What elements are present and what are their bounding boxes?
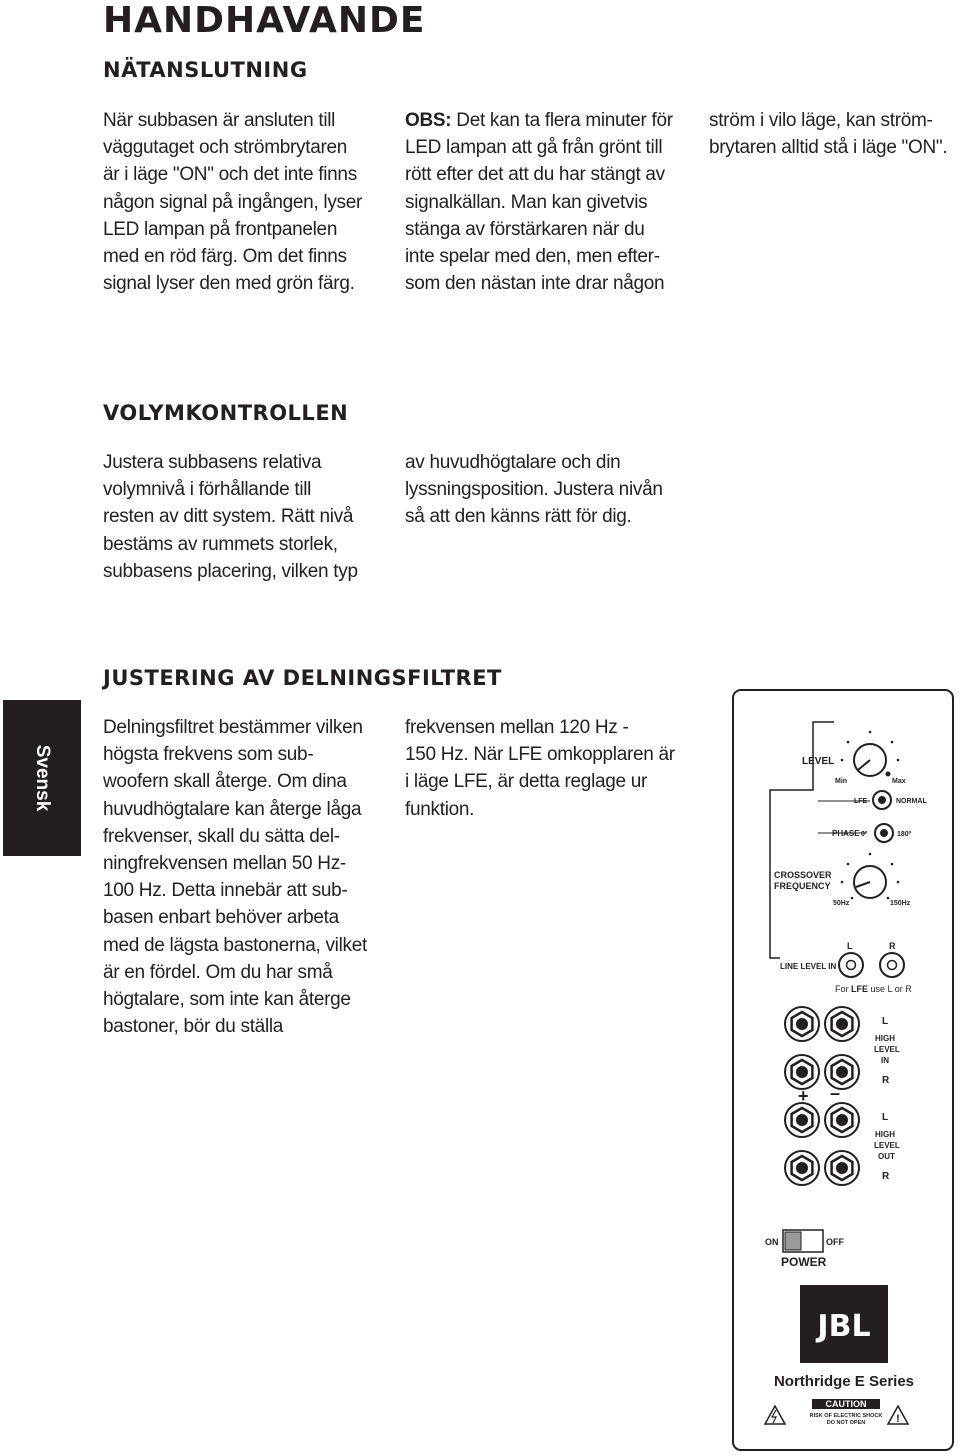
level-dot [869,731,872,734]
obs-text: Det kan ta flera minuter för LED lampan att gå från grönt till rött efter det att du har stängt av signalkällan. Man kan givetvis stänga av förstärkaren när du inte spelar med den, men efter- som den nästan inte drar någon [405,110,673,295]
line-in-r-label: R [889,941,896,951]
delningsfiltret-column-1: Delningsfiltret bestämmer vilken högsta frekvens som sub- woofern skall återge. Om dina huvudhögtalare kan återge låga frekvenser, skall du sätta del- ningfrekvensen mellan 50 Hz- 100 Hz. Detta innebär att sub- basen enbart behöver arbeta med de lägsta bastonerna, vilket är en fördel. Om du har små högtalare, som inte kan återge bastoner, bör du ställa [103,717,367,1038]
high-in-in-label: IN [881,1056,889,1065]
delningsfiltret-column-2: frekvensen mellan 120 Hz - 150 Hz. När LFE omkopplaren är i läge LFE, är detta reglage ur funktion. [405,717,675,820]
heading-delningsfiltret: JUSTERING AV DELNINGSFILTRET [103,666,502,690]
natanslutning-column-1: När subbasen är ansluten till väggutaget och strömbrytaren är i läge "ON" och det inte finns någon signal på ingången, lyser LED lampan på frontpanelen med en röd färg. Om det finns signal lyser den med grön färg. [103,110,363,295]
crossover-150hz-label: 150Hz [890,900,911,907]
power-off-label: OFF [826,1237,844,1247]
line-in-r-jack-center [888,961,897,970]
high-in-r-label: R [882,1075,890,1086]
level-max-dot [886,772,891,777]
level-dot [841,759,844,762]
binding-post-hole [796,1114,808,1126]
jbl-logo-text: JBL [817,1309,871,1344]
crossover-label-1: CROSSOVER [774,870,832,880]
natanslutning-column-3: ström i vilo läge, kan ström- brytaren alltid stå i läge "ON". [709,110,948,159]
crossover-dot [851,897,854,900]
binding-post-hole [836,1066,848,1078]
power-on-label: ON [765,1237,779,1247]
binding-post-hole [796,1018,808,1030]
high-out-out-label: OUT [878,1152,895,1161]
phase-0-label: 0º [861,831,868,838]
line-level-in-label: LINE LEVEL IN [780,962,837,971]
crossover-dot [891,863,894,866]
lfe-switch-knob [878,796,886,804]
rear-panel-diagram [730,688,956,1454]
level-dot [897,759,900,762]
crossover-dot [887,897,890,900]
heading-natanslutning: NÄTANSLUTNING [103,58,308,82]
language-tab [3,700,81,856]
volymkontrollen-column-2: av huvudhögtalare och din lyssningsposition. Justera nivån så att den känns rätt för dig. [405,452,663,528]
phase-switch-knob [880,829,888,837]
power-label: POWER [781,1255,827,1269]
caution-label: CAUTION [825,1399,867,1409]
normal-label: NORMAL [896,798,927,805]
level-dot [847,741,850,744]
high-out-level-label: LEVEL [874,1141,900,1150]
high-in-level-label: LEVEL [874,1045,900,1054]
series-label: Northridge E Series [773,1373,915,1390]
level-max-label: Max [892,778,906,785]
high-out-high-label: HIGH [875,1130,895,1139]
binding-post-hole [836,1114,848,1126]
power-switch-rocker [785,1232,801,1250]
crossover-dot [869,853,872,856]
exclamation-mark: ! [896,1413,900,1425]
crossover-label-2: FREQUENCY [774,881,831,891]
level-dot [891,741,894,744]
binding-post-hole [796,1162,808,1174]
crossover-dot [897,881,900,884]
high-out-r-label: R [882,1171,890,1182]
high-out-l-label: L [882,1112,889,1123]
high-in-high-label: HIGH [875,1034,895,1043]
binding-post-hole [796,1066,808,1078]
level-label: LEVEL [802,756,835,767]
page-title: HANDHAVANDE [103,0,426,41]
crossover-dot [847,863,850,866]
minus-label: – [830,1083,841,1103]
lfe-label: LFE [854,798,868,805]
language-tab-label: Svensk [32,744,53,812]
crossover-dot [841,881,844,884]
volymkontrollen-column-1: Justera subbasens relativa volymnivå i förhållande till resten av ditt system. Rätt nivå bestäms av rummets storlek, subbasens placering, vilken typ [103,452,358,582]
heading-volymkontrollen: VOLYMKONTROLLEN [103,401,349,425]
natanslutning-column-2 [405,107,705,297]
level-min-label: Min [835,778,848,785]
binding-post-hole [836,1018,848,1030]
high-in-l-label: L [882,1016,889,1027]
crossover-50hz-label: 50Hz [833,900,850,907]
binding-post-hole [836,1162,848,1174]
caution-line-1: RISK OF ELECTRIC SHOCK [809,1413,883,1419]
line-in-l-jack-center [847,961,856,970]
obs-label: OBS: [405,110,452,131]
phase-label: PHASE [832,829,860,838]
lfe-note: For LFE use L or R [835,984,912,994]
plus-label: + [798,1086,809,1106]
line-in-l-label: L [847,941,853,951]
phase-180-label: 180º [897,831,912,838]
caution-line-2: DO NOT OPEN [826,1420,866,1426]
